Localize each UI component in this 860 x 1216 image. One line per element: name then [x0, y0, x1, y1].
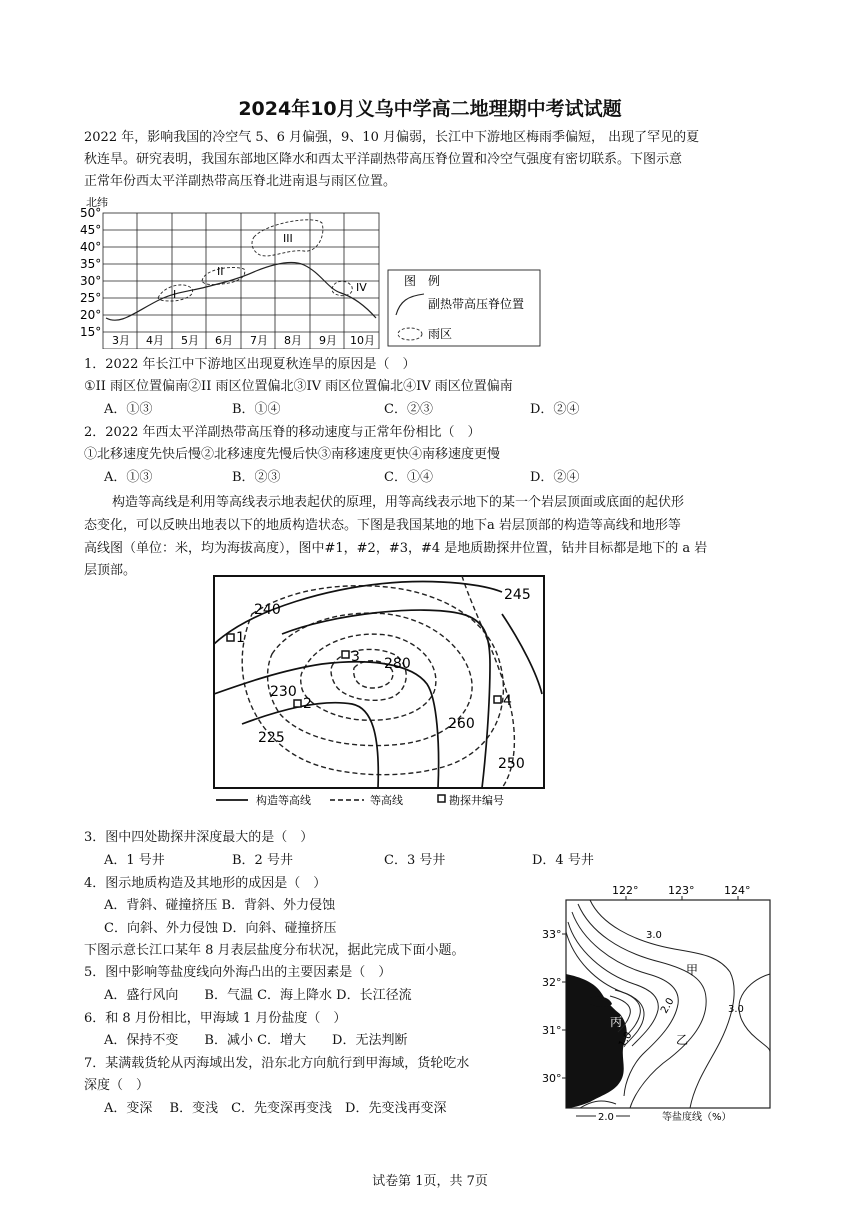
- region-label-iv: IV: [356, 281, 367, 294]
- fig1-legend-rain: 雨区: [428, 327, 453, 341]
- q1-items: ①II 雨区位置偏南②II 雨区位置偏北③IV 雨区位置偏北④IV 雨区位置偏南: [84, 379, 513, 394]
- q1-option-a[interactable]: A．①③: [104, 402, 153, 417]
- isohaline-label: 1.0: [617, 1030, 635, 1050]
- place-label-jia: 甲: [686, 963, 699, 977]
- ytick: 30°: [80, 274, 102, 288]
- isohaline-label: 3.0: [728, 1004, 744, 1015]
- q6-stem: 6．和 8 月份相比，甲海域 1 月份盐度（ ）: [84, 1011, 347, 1026]
- q7-stem-line2: 深度（ ）: [84, 1078, 150, 1093]
- q3-option-c[interactable]: C．3 号井: [384, 853, 446, 868]
- fig2-legend-well: 勘探井编号: [449, 794, 504, 807]
- ytick: 40°: [80, 240, 102, 254]
- q4-options-ab[interactable]: A．背斜、碰撞挤压 B．背斜、外力侵蚀: [104, 898, 336, 913]
- legend-isohaline-value: 2.0: [598, 1112, 614, 1123]
- q1-option-b[interactable]: B．①④: [232, 402, 281, 417]
- ytick: 25°: [80, 291, 102, 305]
- q3-stem: 3．图中四处勘探井深度最大的是（ ）: [84, 830, 314, 845]
- q5-stem: 5．图中影响等盐度线向外海凸出的主要因素是（ ）: [84, 965, 392, 980]
- region-label-iii: III: [283, 232, 293, 245]
- q7-stem-line1: 7．某满载货轮从丙海域出发，沿东北方向航行到甲海域，货轮吃水: [84, 1056, 470, 1071]
- q4-options-cd[interactable]: C．向斜、外力侵蚀 D．向斜、碰撞挤压: [104, 921, 337, 936]
- contour-label-240: 240: [254, 602, 281, 618]
- intro2-line3: 高线图（单位：米，均为海拔高度），图中#1，#2，#3，#4 是地质勘探井位置，钻井目标都是地下的 a 岩: [84, 541, 708, 556]
- legend-well-icon: [438, 795, 445, 802]
- well-icon: [227, 634, 234, 641]
- structure-contour-figure: [212, 574, 548, 810]
- intro3: 下图示意长江口某年 8 月表层盐度分布状况，据此完成下面小题。: [84, 943, 465, 958]
- q2-option-b[interactable]: B．②③: [232, 470, 281, 485]
- fig1-legend-title: 图 例: [404, 274, 441, 288]
- region-label-ii: II: [217, 265, 224, 278]
- fig3-legend: 等盐度线（%）: [662, 1112, 732, 1123]
- q2-option-c[interactable]: C．①④: [384, 470, 433, 485]
- contour-label-230: 230: [270, 684, 297, 700]
- ytick: 35°: [80, 257, 102, 271]
- q4-stem: 4．图示地质构造及其地形的成因是（ ）: [84, 876, 327, 891]
- region-label-i: I: [173, 288, 177, 301]
- intro1-line2: 秋连旱。研究表明，我国东部地区降水和西太平洋副热带高压脊位置和冷空气强度有密切联系。下图示意: [84, 152, 683, 167]
- q2-option-d[interactable]: D．②④: [530, 470, 580, 485]
- well-label-2: 2: [303, 696, 312, 712]
- well-icon: [494, 696, 501, 703]
- ytick: 20°: [80, 308, 102, 322]
- page-title: 2024年10月义乌中学高二地理期中考试试题: [238, 98, 622, 120]
- fig1-ylabel: 北纬: [86, 196, 108, 209]
- q2-stem: 2．2022 年西太平洋副热带高压脊的移动速度与正常年份相比（ ）: [84, 425, 481, 440]
- place-label-yi: 乙: [676, 1033, 689, 1047]
- q3-option-d[interactable]: D．4 号井: [532, 853, 594, 868]
- place-label-bing: 丙: [610, 1015, 623, 1029]
- contour-label-280: 280: [384, 656, 411, 672]
- month-label: 8月: [284, 334, 302, 347]
- subtropical-high-figure: [76, 193, 546, 349]
- well-label-1: 1: [236, 630, 245, 646]
- intro2-line4: 层顶部。: [84, 563, 137, 578]
- lon-label: 124°: [724, 884, 751, 897]
- lat-label: 30°: [542, 1072, 562, 1085]
- lon-label: 122°: [612, 884, 639, 897]
- intro2-line2: 态变化，可以反映出地表以下的地质构造状态。下图是我国某地的地下a 岩层顶部的构造等高线和地形等: [84, 518, 681, 533]
- month-label: 10月: [350, 334, 375, 347]
- fig2-legend-struct: 构造等高线: [256, 794, 311, 807]
- q7-options[interactable]: A．变深 B．变浅 C．先变深再变浅 D．先变浅再变深: [104, 1101, 447, 1116]
- q1-option-c[interactable]: C．②③: [384, 402, 433, 417]
- lat-label: 32°: [542, 976, 562, 989]
- intro2-line1: 构造等高线是利用等高线表示地表起伏的原理，用等高线表示地下的某一个岩层顶面或底面的起伏形: [112, 495, 685, 510]
- well-label-3: 3: [351, 649, 360, 665]
- contour-label-225: 225: [258, 730, 285, 746]
- contour-label-260: 260: [448, 716, 475, 732]
- month-label: 9月: [319, 334, 337, 347]
- q5-options[interactable]: A．盛行风向 B．气温 C．海上降水 D．长江径流: [104, 988, 412, 1003]
- lon-label: 123°: [668, 884, 695, 897]
- month-label: 4月: [146, 334, 164, 347]
- well-icon: [294, 700, 301, 707]
- ytick: 15°: [80, 325, 102, 339]
- q6-options[interactable]: A．保持不变 B．减小 C．增大 D．无法判断: [104, 1033, 408, 1048]
- month-label: 7月: [250, 334, 268, 347]
- lat-label: 31°: [542, 1024, 562, 1037]
- page-footer: 试卷第 1页，共 7页: [372, 1174, 488, 1189]
- intro1-line1: 2022 年，影响我国的冷空气 5、6 月偏强，9、10 月偏弱，长江中下游地区梅雨季偏短， 出现了罕见的夏: [84, 130, 700, 145]
- intro1-line3: 正常年份西太平洋副热带高压脊北进南退与雨区位置。: [84, 174, 397, 189]
- q3-option-b[interactable]: B．2 号井: [232, 853, 293, 868]
- month-label: 3月: [112, 334, 130, 347]
- fig2-legend-contour: 等高线: [370, 794, 403, 807]
- q1-stem: 1．2022 年长江中下游地区出现夏秋连旱的原因是（ ）: [84, 357, 416, 372]
- well-label-4: 4: [503, 693, 512, 709]
- fig1-legend-line: 副热带高压脊位置: [428, 297, 525, 311]
- ytick: 50°: [80, 206, 102, 220]
- q3-option-a[interactable]: A．1 号井: [104, 853, 165, 868]
- q2-option-a[interactable]: A．①③: [104, 470, 153, 485]
- contour-label-250: 250: [498, 756, 525, 772]
- q2-items: ①北移速度先快后慢②北移速度先慢后快③南移速度更快④南移速度更慢: [84, 447, 501, 462]
- lat-label: 33°: [542, 928, 562, 941]
- isohaline-label: 2.0: [659, 996, 677, 1016]
- well-icon: [342, 651, 349, 658]
- salinity-map-figure: [520, 882, 790, 1128]
- ytick: 45°: [80, 223, 102, 237]
- q1-option-d[interactable]: D．②④: [530, 402, 580, 417]
- month-label: 5月: [181, 334, 199, 347]
- isohaline-label: 3.0: [646, 930, 662, 941]
- month-label: 6月: [215, 334, 233, 347]
- contour-label-245: 245: [504, 587, 531, 603]
